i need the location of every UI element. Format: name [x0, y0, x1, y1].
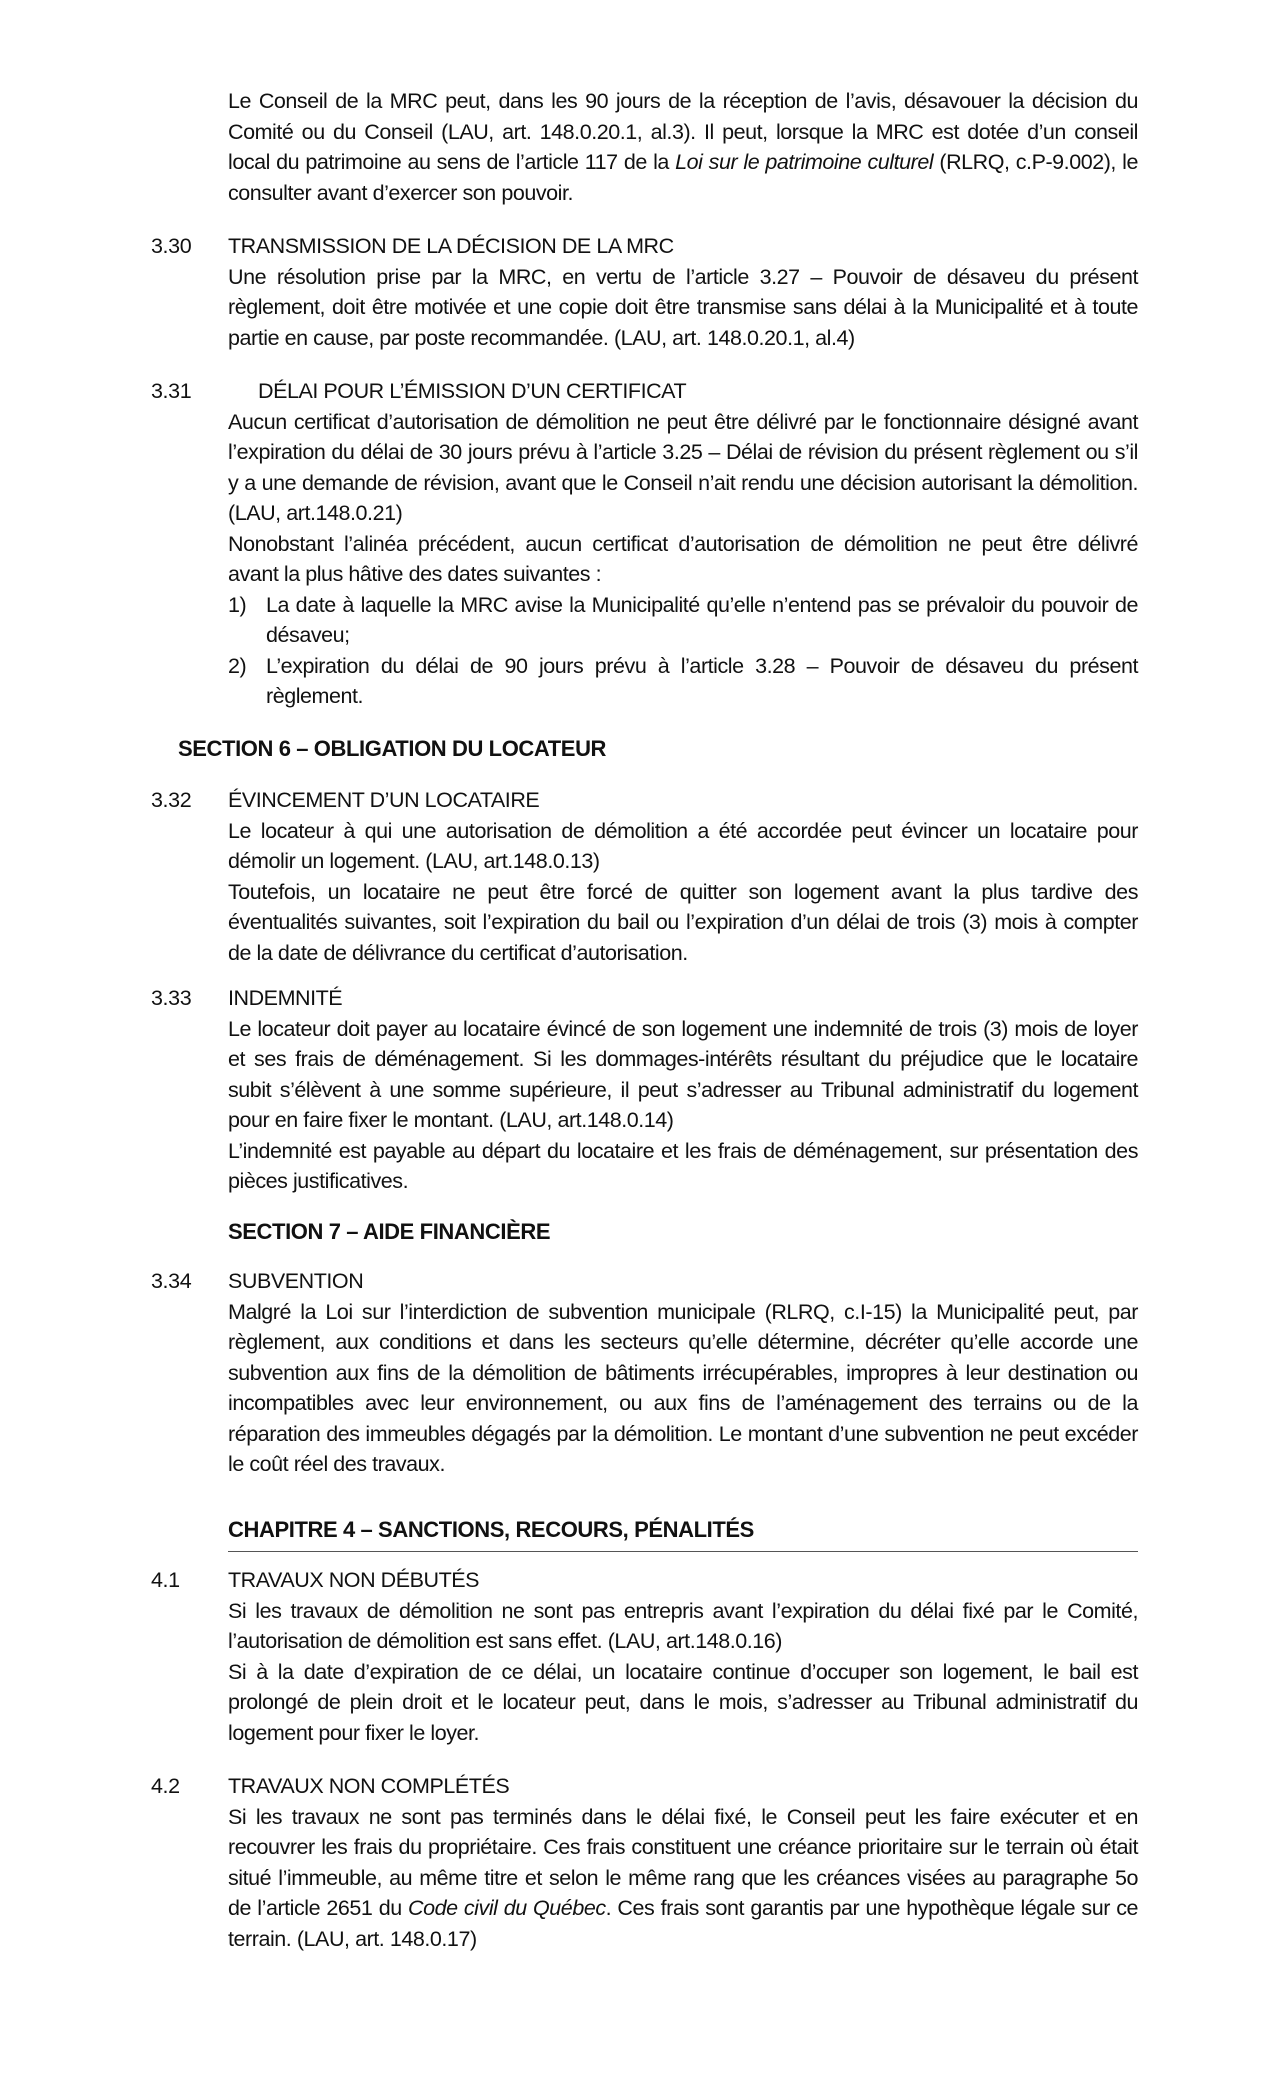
- article-title: INDEMNITÉ: [228, 986, 343, 1010]
- list-item: [228, 651, 1138, 712]
- article-paragraph: L’indemnité est payable au départ du locataire et les frais de déménagement, sur présentation des pièces justificatives.: [228, 1138, 1138, 1193]
- article-paragraph: Aucun certificat d’autorisation de démolition ne peut être délivré par le fonctionnaire désigné avant l’expiration du délai de 30 jours prévu à l’article 3.25 – Délai de révision du présent règlement ou s’il y a une demande de révision, avant que le Conseil n’ait rendu une décision autorisant la démolition. (LAU, art.148.0.21): [228, 409, 1138, 525]
- list-text: La date à laquelle la MRC avise la Municipalité qu’elle n’entend pas se prévaloir du pouvoir de désaveu;: [266, 592, 1138, 647]
- article-paragraph: Le locateur à qui une autorisation de démolition a été accordée peut évincer un locataire pour démolir un logement. (LAU, art.148.0.13): [228, 818, 1138, 873]
- article-title: TRAVAUX NON DÉBUTÉS: [228, 1568, 480, 1592]
- article-3-34: [228, 1266, 1138, 1480]
- article-paragraph: Malgré la Loi sur l’interdiction de subvention municipale (RLRQ, c.I-15) la Municipalité peut, par règlement, aux conditions et dans les secteurs qu’elle détermine, décréter qu’elle accorde une subvention aux fins de la démolition de bâtiments irrécupérables, impropres à leur destination ou incompatibles avec leur environnement, ou aux fins de l’aménagement des terrains ou de la réparation des immeubles dégagés par la démolition. Le montant d’une subvention ne peut excéder le coût réel des travaux.: [228, 1299, 1138, 1476]
- article-paragraph: Toutefois, un locataire ne peut être forcé de quitter son logement avant la plus tardive des éventualités suivantes, soit l’expiration du bail ou l’expiration d’un délai de trois (3) mois à compter de la date de délivrance du certificat d’autorisation.: [228, 879, 1138, 965]
- article-title: TRANSMISSION DE LA DÉCISION DE LA MRC: [228, 234, 674, 258]
- article-paragraph: Si les travaux de démolition ne sont pas entrepris avant l’expiration du délai fixé par le Comité, l’autorisation de démolition est sans effet. (LAU, art.148.0.16): [228, 1598, 1138, 1653]
- article-4-2: [228, 1771, 1138, 1954]
- article-title: TRAVAUX NON COMPLÉTÉS: [228, 1774, 510, 1798]
- article-number: 3.32: [151, 788, 192, 812]
- article-3-32: [228, 785, 1138, 968]
- article-paragraph: Nonobstant l’alinéa précédent, aucun certificat d’autorisation de démolition ne peut être délivré avant la plus hâtive des dates suivantes :: [228, 531, 1138, 586]
- article-4-1: [228, 1565, 1138, 1748]
- article-paragraph: [228, 1802, 1138, 1955]
- article-number: 3.33: [151, 986, 192, 1010]
- article-title: DÉLAI POUR L’ÉMISSION D’UN CERTIFICAT: [258, 379, 687, 403]
- intro-paragraph: [228, 86, 1138, 208]
- article-title: SUBVENTION: [228, 1269, 364, 1293]
- list-item: [228, 590, 1138, 651]
- article-number: 3.34: [151, 1269, 192, 1293]
- code-title-italic: Code civil du Québec: [408, 1896, 606, 1920]
- intro-text: Le Conseil de la MRC peut, dans les 90 jours de la réception de l’avis, désavouer la décision du Comité ou du Conseil (LAU, art. 148.0.20.1, al.3). Il peut, lorsque la MRC est dotée d’un conseil local du patrimoine au sens de l’article 117 de la: [228, 89, 1138, 174]
- paragraph-text: Si les travaux ne sont pas terminés dans le délai fixé, le Conseil peut les faire exécuter et en recouvrer les frais du propriétaire. Ces frais constituent une créance prioritaire sur le terrain où était situé l’immeuble, au même titre et selon le même rang que les créances visées au paragraphe 5o de l’article 2651 du: [228, 1804, 1138, 1920]
- paragraph-text-end: . Ces frais sont garantis par une hypothèque légale sur ce terrain. (LAU, art. 148.0.17): [228, 1896, 1139, 1951]
- list-marker: 1): [228, 592, 247, 617]
- section-heading: SECTION 6 – OBLIGATION DU LOCATEUR: [178, 736, 607, 761]
- intro-text-end: (RLRQ, c.P-9.002), le consulter avant d’exercer son pouvoir.: [228, 150, 1138, 205]
- article-3-30: [228, 231, 1138, 353]
- article-title: ÉVINCEMENT D’UN LOCATAIRE: [228, 788, 540, 812]
- chapter-heading: CHAPITRE 4 – SANCTIONS, RECOURS, PÉNALITÉS: [228, 1515, 1138, 1552]
- list-text: L’expiration du délai de 90 jours prévu à l’article 3.28 – Pouvoir de désaveu du présent règlement.: [266, 653, 1138, 708]
- article-number: 3.30: [151, 234, 192, 258]
- article-paragraph: Le locateur doit payer au locataire évincé de son logement une indemnité de trois (3) mois de loyer et ses frais de déménagement. Si les dommages-intérêts résultant du préjudice que le locataire subit s’élèvent à une somme supérieure, il peut s’adresser au Tribunal administratif du logement pour en faire fixer le montant. (LAU, art.148.0.14): [228, 1016, 1138, 1132]
- article-paragraph: Une résolution prise par la MRC, en vertu de l’article 3.27 – Pouvoir de désaveu du présent règlement, doit être motivée et une copie doit être transmise sans délai à la Municipalité et à toute partie en cause, par poste recommandée. (LAU, art. 148.0.20.1, al.4): [228, 264, 1138, 350]
- law-title-italic: Loi sur le patrimoine culturel: [675, 150, 934, 174]
- article-3-31: [228, 376, 1138, 712]
- list-marker: 2): [228, 653, 247, 678]
- article-number: 4.1: [151, 1568, 180, 1592]
- article-paragraph: Si à la date d’expiration de ce délai, un locataire continue d’occuper son logement, le bail est prolongé de plein droit et le locateur peut, dans le mois, s’adresser au Tribunal administratif du logement pour fixer le loyer.: [228, 1659, 1138, 1745]
- article-number: 3.31: [151, 379, 192, 403]
- article-number: 4.2: [151, 1774, 180, 1798]
- numbered-list: [228, 590, 1138, 712]
- article-3-33: [228, 983, 1138, 1197]
- section-heading: SECTION 7 – AIDE FINANCIÈRE: [228, 1219, 551, 1244]
